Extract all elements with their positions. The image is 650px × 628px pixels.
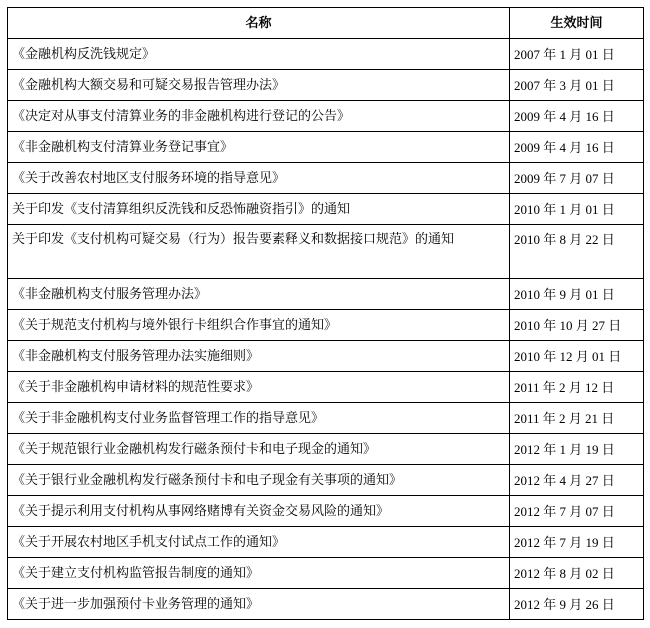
table-row <box>8 589 644 620</box>
regulation-name: 关于印发《支付机构可疑交易（行为）报告要素释义和数据接口规范》的通知 <box>8 225 510 279</box>
regulation-name: 《关于规范银行业金融机构发行磁条预付卡和电子现金的通知》 <box>8 434 510 465</box>
effective-date: 2009 年 7 月 07 日 <box>510 163 644 194</box>
regulation-name: 《关于建立支付机构监管报告制度的通知》 <box>8 558 510 589</box>
regulation-name: 关于印发《支付清算组织反洗钱和反恐怖融资指引》的通知 <box>8 194 510 225</box>
effective-date: 2011 年 2 月 12 日 <box>510 372 644 403</box>
regulation-name: 《决定对从事支付清算业务的非金融机构进行登记的公告》 <box>8 101 510 132</box>
regulation-name: 《关于进一步加强预付卡业务管理的通知》 <box>8 589 510 620</box>
effective-date: 2010 年 1 月 01 日 <box>510 194 644 225</box>
regulation-name: 《非金融机构支付服务管理办法》 <box>8 279 510 310</box>
table-row <box>8 39 644 70</box>
table-row <box>8 279 644 310</box>
table-row <box>8 101 644 132</box>
regulation-name: 《关于提示利用支付机构从事网络赌博有关资金交易风险的通知》 <box>8 496 510 527</box>
regulation-name: 《金融机构反洗钱规定》 <box>8 39 510 70</box>
header-name: 名称 <box>8 8 510 39</box>
regulations-table-container <box>7 7 644 620</box>
effective-date: 2007 年 3 月 01 日 <box>510 70 644 101</box>
effective-date: 2010 年 8 月 22 日 <box>510 225 644 279</box>
regulation-name: 《关于银行业金融机构发行磁条预付卡和电子现金有关事项的通知》 <box>8 465 510 496</box>
header-row <box>8 8 644 39</box>
effective-date: 2007 年 1 月 01 日 <box>510 39 644 70</box>
regulation-name: 《关于非金融机构申请材料的规范性要求》 <box>8 372 510 403</box>
table-row <box>8 558 644 589</box>
regulation-name: 《关于开展农村地区手机支付试点工作的通知》 <box>8 527 510 558</box>
regulation-name: 《关于非金融机构支付业务监督管理工作的指导意见》 <box>8 403 510 434</box>
table-row <box>8 132 644 163</box>
regulation-name: 《非金融机构支付服务管理办法实施细则》 <box>8 341 510 372</box>
table-row <box>8 496 644 527</box>
table-row <box>8 434 644 465</box>
regulation-name: 《关于改善农村地区支付服务环境的指导意见》 <box>8 163 510 194</box>
effective-date: 2009 年 4 月 16 日 <box>510 132 644 163</box>
table-row <box>8 310 644 341</box>
effective-date: 2012 年 7 月 07 日 <box>510 496 644 527</box>
regulations-table <box>7 7 644 620</box>
table-row <box>8 194 644 225</box>
effective-date: 2012 年 7 月 19 日 <box>510 527 644 558</box>
effective-date: 2010 年 9 月 01 日 <box>510 279 644 310</box>
regulation-name: 《金融机构大额交易和可疑交易报告管理办法》 <box>8 70 510 101</box>
table-row <box>8 403 644 434</box>
table-row <box>8 163 644 194</box>
effective-date: 2012 年 8 月 02 日 <box>510 558 644 589</box>
effective-date: 2012 年 4 月 27 日 <box>510 465 644 496</box>
table-row <box>8 70 644 101</box>
table-row <box>8 465 644 496</box>
effective-date: 2010 年 10 月 27 日 <box>510 310 644 341</box>
effective-date: 2009 年 4 月 16 日 <box>510 101 644 132</box>
table-row <box>8 527 644 558</box>
effective-date: 2012 年 1 月 19 日 <box>510 434 644 465</box>
table-row <box>8 341 644 372</box>
header-date: 生效时间 <box>510 8 644 39</box>
effective-date: 2010 年 12 月 01 日 <box>510 341 644 372</box>
table-row <box>8 372 644 403</box>
regulation-name: 《非金融机构支付清算业务登记事宜》 <box>8 132 510 163</box>
effective-date: 2011 年 2 月 21 日 <box>510 403 644 434</box>
effective-date: 2012 年 9 月 26 日 <box>510 589 644 620</box>
regulation-name: 《关于规范支付机构与境外银行卡组织合作事宜的通知》 <box>8 310 510 341</box>
table-row <box>8 225 644 279</box>
